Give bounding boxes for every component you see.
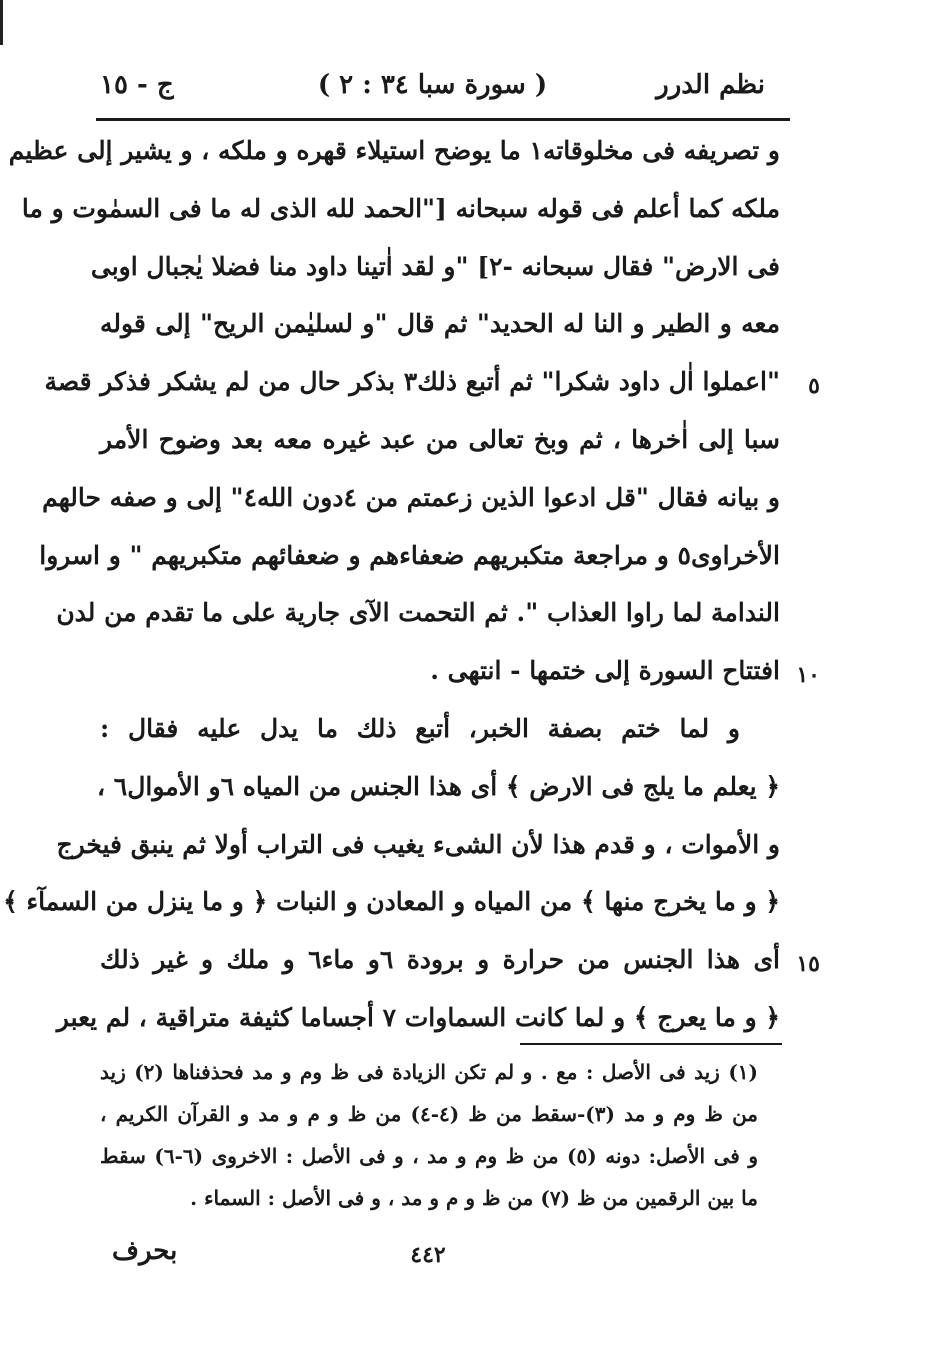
volume-number: ج - ١٥ (100, 70, 174, 100)
catchword: بحرف (112, 1236, 178, 1266)
text-line (100, 706, 780, 764)
line-number: ١٥ (796, 951, 820, 978)
text-line (90, 244, 780, 302)
line-text: ﴿ يعلم ما يلج فى الارض ﴾ أى هذا الجنس من المياه ٦و الأموال٦ ، (97, 771, 780, 801)
line-text: معه و الطير و النا له الحديد" ثم قال "و لسليٰمن الريح" إلى قوله (100, 309, 780, 339)
footnote-text: ما بين الرقمين من ظ (٧) من ظ و م و مد ، و فى الأصل : السماء . (190, 1186, 758, 1210)
line-text: فى الارض" فقال سبحانه -٢] "و لقد اٰتينا داود منا فضلا يٰجبال اوبى (90, 251, 780, 281)
header-rule (96, 118, 790, 121)
page-number: ٤٤٢ (410, 1242, 446, 1268)
line-text: و تصريفه فى مخلوقاته١ ما يوضح استيلاء قهره و ملكه ، و يشير إلى عظيم (8, 136, 780, 165)
book-title: نظم الدرر (656, 70, 765, 100)
line-text: أى هذا الجنس من حرارة و برودة ٦و ماء٦ و ملك و غير ذلك (100, 945, 780, 975)
line-text: افتتاح السورة إلى ختمها - انتهى . (430, 656, 780, 686)
footnote-line (100, 1054, 758, 1096)
line-text: و لما ختم بصفة الخبر، أتبع ذلك ما يدل عليه فقال : (100, 713, 740, 743)
page-edge-mark (0, 0, 3, 45)
text-line (100, 648, 820, 706)
text-line (39, 533, 780, 591)
line-text: ﴿ و ما يخرج منها ﴾ من المياه و المعادن و النبات ﴿ و ما ينزل من السمآء ﴾ (3, 887, 780, 917)
text-line (56, 822, 780, 880)
footnote-line (100, 1180, 758, 1222)
text-line (44, 359, 820, 417)
text-line (100, 417, 780, 475)
footnote-line (100, 1096, 758, 1138)
main-text (3, 128, 820, 1053)
text-line (100, 937, 820, 995)
text-line (3, 879, 780, 937)
footnote-line (100, 1138, 758, 1180)
line-text: ﴿ و ما يعرج ﴾ و لما كانت السماوات ٧ أجساما كثيفة متراقية ، لم يعبر (56, 1002, 780, 1032)
footnote-text: و فى الأصل: دونه (٥) من ظ وم و مد ، و فى الأصل : الاخروى (٦-٦) سقط (100, 1144, 758, 1168)
text-line (42, 475, 780, 533)
text-line (97, 764, 780, 822)
line-text: و بيانه فقال "قل ادعوا الذين زعمتم من ٤دون الله٤" إلى و صفه حالهم (42, 482, 780, 512)
line-number: ١٠ (796, 662, 820, 689)
text-line (21, 186, 780, 244)
line-text: الأخراوى٥ و مراجعة متكبريهم ضعفاءهم و ضعفائهم متكبريهم " و اسروا (39, 540, 780, 570)
text-line (56, 590, 780, 648)
footnotes (100, 1054, 758, 1222)
line-text: ملكه كما أعلم فى قوله سبحانه ["الحمد لله الذى له ما فى السمٰوت و ما (21, 193, 780, 223)
line-number: ٥ (808, 373, 820, 400)
surah-reference: ( سورة سبا ٣٤ : ٢ ) (317, 70, 548, 100)
line-text: "اعملوا اٰل داود شكرا" ثم أتبع ذلك٣ بذكر حال من لم يشكر فذكر قصة (44, 367, 780, 397)
footnote-rule (520, 1043, 782, 1045)
footnote-text: (١) زيد فى الأصل : مع . و لم تكن الزيادة فى ظ وم و مد فحذفناها (٢) زيد (100, 1060, 758, 1084)
text-line (8, 128, 780, 186)
line-text: و الأموات ، و قدم هذا لأن الشىء يغيب فى التراب أولا ثم ينبق فيخرج (56, 829, 780, 859)
footnote-text: من ظ وم و مد (٣)-سقط من ظ (٤-٤) من ظ و م و مد و القرآن الكريم ، (100, 1102, 759, 1126)
line-text: الندامة لما راوا العذاب ". ثم التحمت الآى جارية على ما تقدم من لدن (56, 598, 780, 628)
line-text: سبا إلى اٰخرها ، ثم وبخ تعالى من عبد غيره معه بعد وضوح الأمر (100, 424, 780, 454)
text-line (100, 301, 780, 359)
running-header (100, 62, 765, 110)
